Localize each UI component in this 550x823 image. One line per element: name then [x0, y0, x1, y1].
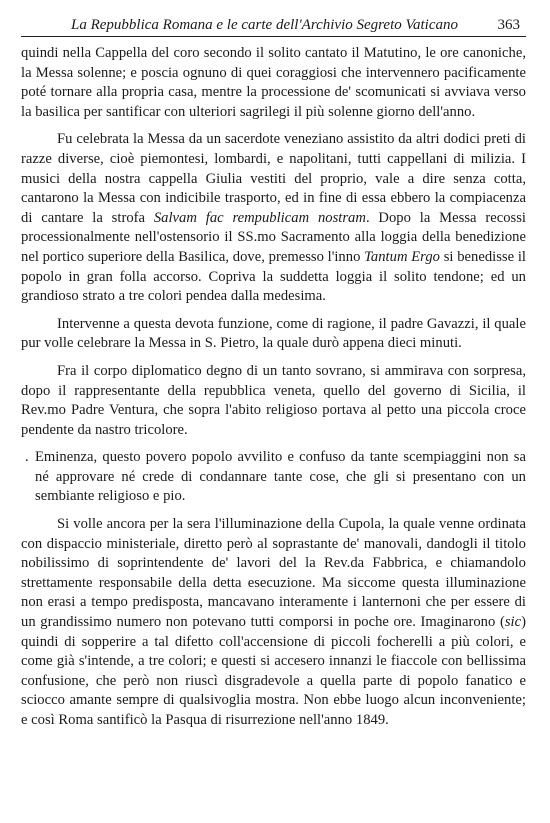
body-text — [21, 44, 526, 731]
text-run: Intervenne a questa devota funzione, come di ragione, il padre Gavazzi, il quale pur volle celebrare la Messa in S. Pietro, la quale durò appena dieci minuti. — [21, 315, 526, 352]
page-number: 363 — [497, 17, 520, 33]
paragraph — [21, 448, 526, 507]
paragraph — [21, 130, 526, 306]
italic-text: Tantum Ergo — [364, 248, 440, 265]
paragraph — [21, 315, 526, 354]
running-header — [21, 14, 526, 37]
bullet-mark: . — [25, 449, 29, 466]
italic-text: sic — [504, 614, 522, 631]
text-run: Fu celebrata la Messa da un sacerdote veneziano assistito da altri dodici preti di razze diverse, cioè piemontesi, lombardi, e napolitani, tutti cappellani di milizia. I musici della nostra cappella Giulia vestiti del proprio, vale a dire senza cotta, cantarono la Messa con indicibile trasporto, ed in fine di essa ebbero la compiacenza di cantare la strofa — [21, 131, 526, 226]
text-run: Eminenza, questo povero popolo avvilito e confuso da tante scempiaggini non sa né approvare né crede di condannare tante cose, che gli si presentano con un sembiante religioso e pio. — [35, 449, 526, 505]
paragraph — [21, 44, 526, 122]
text-run: si benedisse il popolo in gran folla accorso. Copriva la suddetta loggia il solito tendone; ed un grandioso strato a tre colori pendea dalla medesima. — [21, 248, 526, 305]
italic-text: Salvam fac rempublicam nostram — [153, 209, 366, 226]
text-run: Fra il corpo diplomatico degno di un tanto sovrano, si ammirava con sorpresa, dopo il rappresentante della repubblica veneta, quello del governo di Sicilia, il Rev.mo Padre Ventura, che sopra l'abito religioso portava al petto una piccola croce pendente da nastro tricolore. — [21, 362, 526, 438]
text-run: . Dopo la Messa recossi processionalmente nell'ostensorio il SS.mo Sacramento alla loggia della benedizione nel portico superiore della Basilica, dove, premesso l'inno — [21, 209, 527, 265]
text-run: Si volle ancora per la sera l'illuminazione della Cupola, la quale venne ordinata con dispaccio ministeriale, diretto però al soprastante de' manovali, dandogli il titolo nobilissimo di soprintendente de' lavori del la Rev.da Fabbrica, e chiamandolo strettamente responsabile della detta esecuzione. Ma siccome questa illuminazione non erasi a tempo predisposta, mancavano interamente i lanternoni che per essere di un grandissimo numero non potevano tutti comporsi in poche ore. Imaginarono ( — [21, 516, 526, 631]
paragraph — [21, 515, 526, 731]
text-run: ) quindi di sopperire a tal difetto coll'accensione di piccoli focherelli a più colori, e come già s'intende, a tre colori; e questi si accesero innanzi le fiaccole con bellissima confusione, che però non riuscì disgradevole a quella parte di popolo fanatico e sciocco amante sempre di qualsivoglia mostra. Non ebbe luogo alcun inconveniente; e così Roma santificò la Pasqua di risurrezione nell'anno 1849. — [21, 614, 526, 728]
paragraph — [21, 362, 526, 440]
text-run: quindi nella Cappella del coro secondo il solito cantato il Matutino, le ore canoniche, la Messa solenne; e poscia ognuno di quei coraggiosi che intervennero pacificamente poté tornare alla propria casa, mentre la processione de' scomunicati si avviava verso la basilica per santificar con ulteriori sagrilegi il più solenne giorno dell'anno. — [21, 45, 526, 120]
running-title: La Repubblica Romana e le carte dell'Archivio Segreto Vaticano — [71, 17, 459, 33]
